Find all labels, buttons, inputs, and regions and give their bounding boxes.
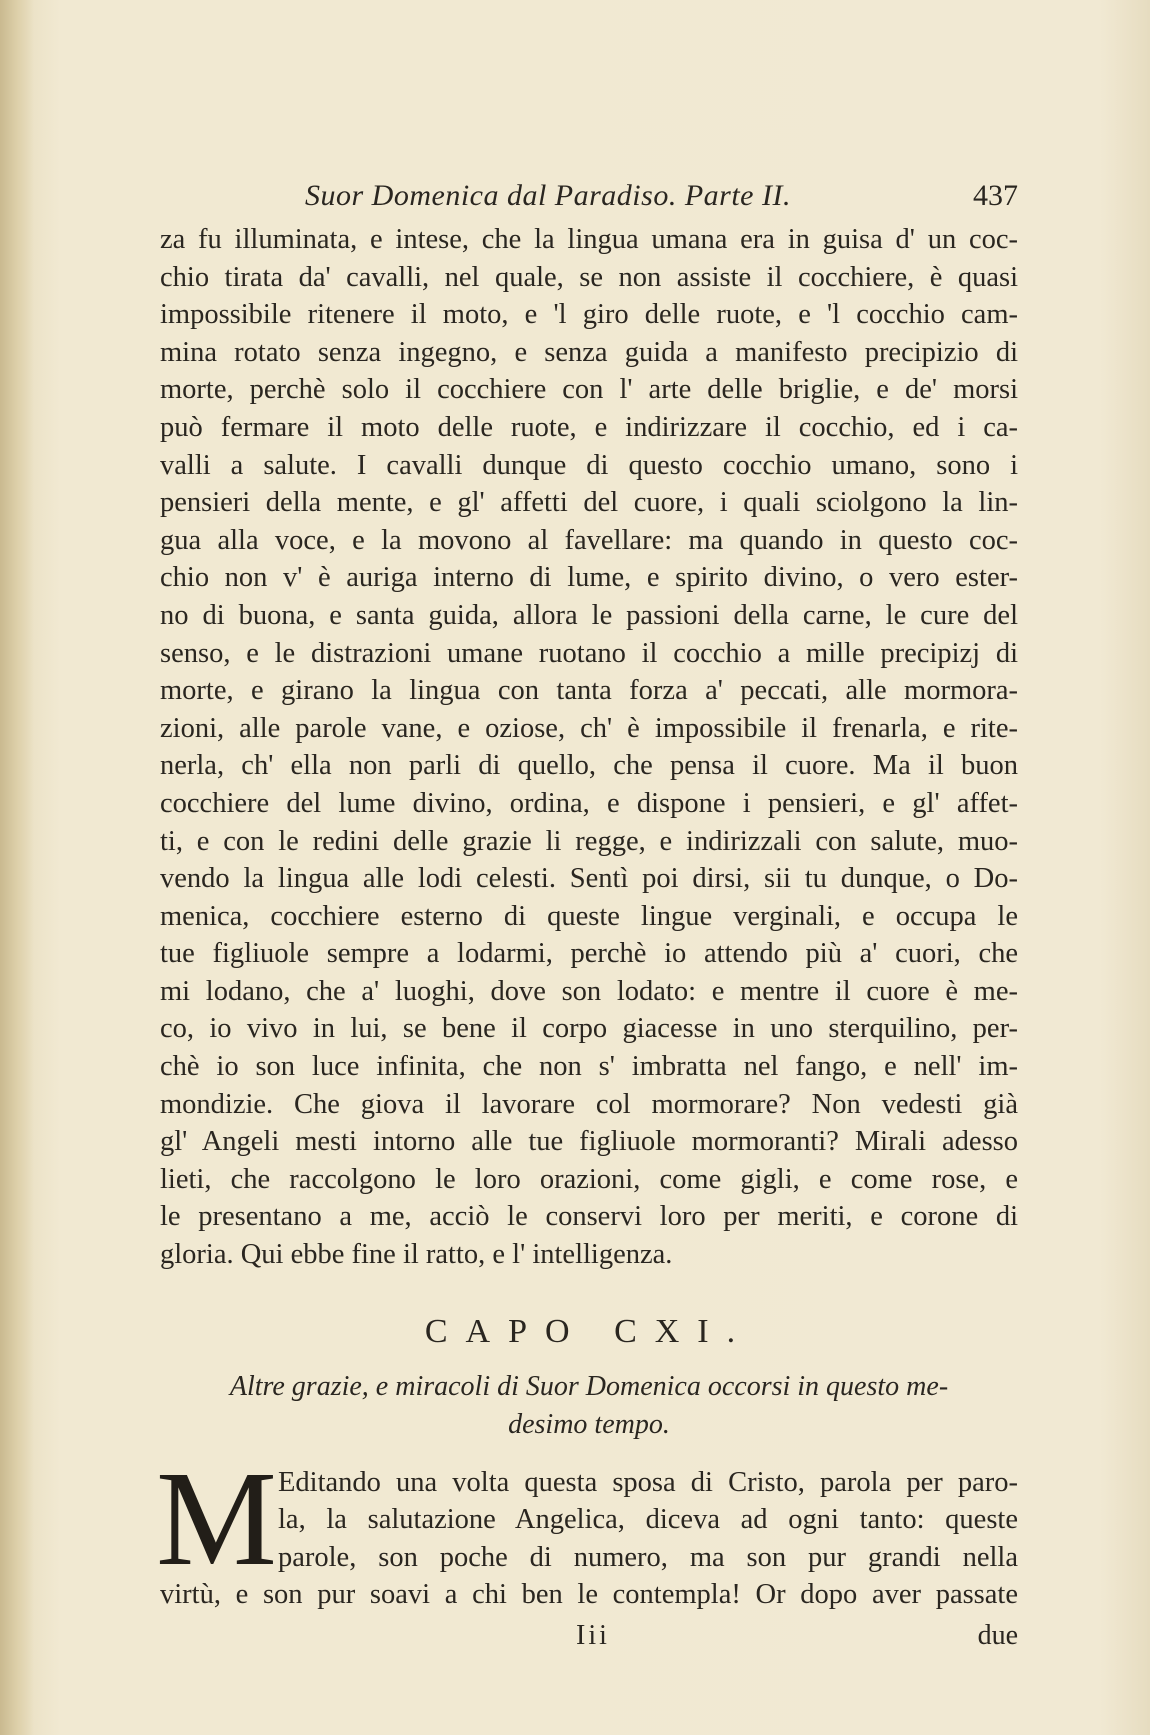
- page-number: 437: [973, 179, 1018, 212]
- text-line: virtù, e son pur soavi a chi ben le contempla! Or dopo aver passate: [160, 1579, 1018, 1611]
- text-line: può fermare il moto delle ruote, e indirizzare il cocchio, ed i ca-: [160, 411, 1018, 443]
- text-line: mi lodano, che a' luoghi, dove son lodato: e mentre il cuore è me-: [160, 975, 1018, 1007]
- chapter-subtitle-line: Altre grazie, e miracoli di Suor Domenica occorsi in questo me-: [229, 1370, 949, 1402]
- text-line: no di buona, e santa guida, allora le passioni della carne, le cure del: [160, 599, 1018, 631]
- text-line: senso, e le distrazioni umane ruotano il cocchio a mille precipizj di: [160, 637, 1018, 669]
- chapter-heading: CAPO CXI.: [424, 1312, 754, 1350]
- text-line: gl' Angeli mesti intorno alle tue figliuole mormoranti? Mirali adesso: [160, 1126, 1018, 1158]
- text-line: la, la salutazione Angelica, diceva ad ogni tanto: queste: [278, 1504, 1018, 1536]
- chapter-subtitle: [160, 1368, 1018, 1444]
- text-line: impossibile ritenere il moto, e 'l giro delle ruote, e 'l cocchio cam-: [160, 299, 1018, 331]
- text-line: gua alla voce, e la movono al favellare: ma quando in questo coc-: [160, 524, 1018, 556]
- drop-cap-initial: M: [156, 1443, 277, 1594]
- text-line: co, io vivo in lui, se bene il corpo giacesse in uno sterquilino, per-: [160, 1013, 1018, 1045]
- text-line: chio non v' è auriga interno di lume, e spirito divino, o vero ester-: [160, 562, 1018, 594]
- text-line: ti, e con le redini delle grazie li regge, e indirizzali con salute, muo-: [160, 825, 1018, 857]
- text-line: mondizie. Che giova il lavorare col mormorare? Non vedesti già: [160, 1088, 1018, 1120]
- text-block: [156, 175, 1018, 1656]
- page-binding-edge: [0, 0, 34, 1735]
- body-paragraph: [160, 221, 1018, 1274]
- text-line: le presentano a me, acciò le conservi loro per meriti, e corone di: [160, 1201, 1018, 1233]
- running-head: [160, 175, 1018, 221]
- text-line: cocchiere del lume divino, ordina, e dispone i pensieri, e gl' affet-: [160, 787, 1018, 819]
- text-line: za fu illuminata, e intese, che la lingua umana era in guisa d' un coc-: [160, 224, 1018, 255]
- text-line: chè io son luce infinita, che non s' imbratta nel fango, e nell' im-: [160, 1051, 1018, 1083]
- text-line: lieti, che raccolgono le loro orazioni, come gigli, e come rose, e: [160, 1163, 1018, 1195]
- text-line: morte, perchè solo il cocchiere con l' arte delle briglie, e de' morsi: [160, 374, 1018, 406]
- text-line: Editando una volta questa sposa di Cristo, parola per paro-: [278, 1466, 1018, 1498]
- text-line: nerla, ch' ella non parli di quello, che pensa il cuore. Ma il buon: [160, 750, 1018, 782]
- text-line: tue figliuole sempre a lodarmi, perchè io attendo più a' cuori, che: [160, 938, 1018, 970]
- running-head-title: Suor Domenica dal Paradiso. Parte II.: [305, 179, 791, 212]
- text-line: morte, e girano la lingua con tanta forza a' peccati, alle mormora-: [160, 675, 1018, 707]
- signature-mark: Iii: [576, 1620, 610, 1651]
- text-line: vendo la lingua alle lodi celesti. Sentì poi dirsi, sii tu dunque, o Do-: [160, 863, 1018, 895]
- text-line: valli a salute. I cavalli dunque di questo cocchio umano, sono i: [160, 449, 1018, 481]
- text-line: zioni, alle parole vane, e oziose, ch' è impossibile il frenarla, e rite-: [160, 712, 1018, 744]
- text-line: mina rotato senza ingegno, e senza guida a manifesto precipizio di: [160, 336, 1018, 368]
- text-line: pensieri della mente, e gl' affetti del cuore, i quali sciolgono la lin-: [160, 487, 1018, 519]
- text-line: gloria. Qui ebbe fine il ratto, e l' intelligenza.: [160, 1239, 673, 1271]
- chapter-subtitle-line: desimo tempo.: [508, 1408, 670, 1440]
- text-line: parole, son poche di numero, ma son pur grandi nella: [278, 1541, 1018, 1573]
- text-line: menica, cocchiere esterno di queste lingue verginali, e occupa le: [160, 900, 1018, 932]
- page-footer: [160, 1616, 1018, 1656]
- catchword: due: [977, 1620, 1018, 1651]
- text-line: chio tirata da' cavalli, nel quale, se non assiste il cocchiere, è quasi: [160, 261, 1018, 293]
- chapter-paragraph: [156, 1443, 1018, 1614]
